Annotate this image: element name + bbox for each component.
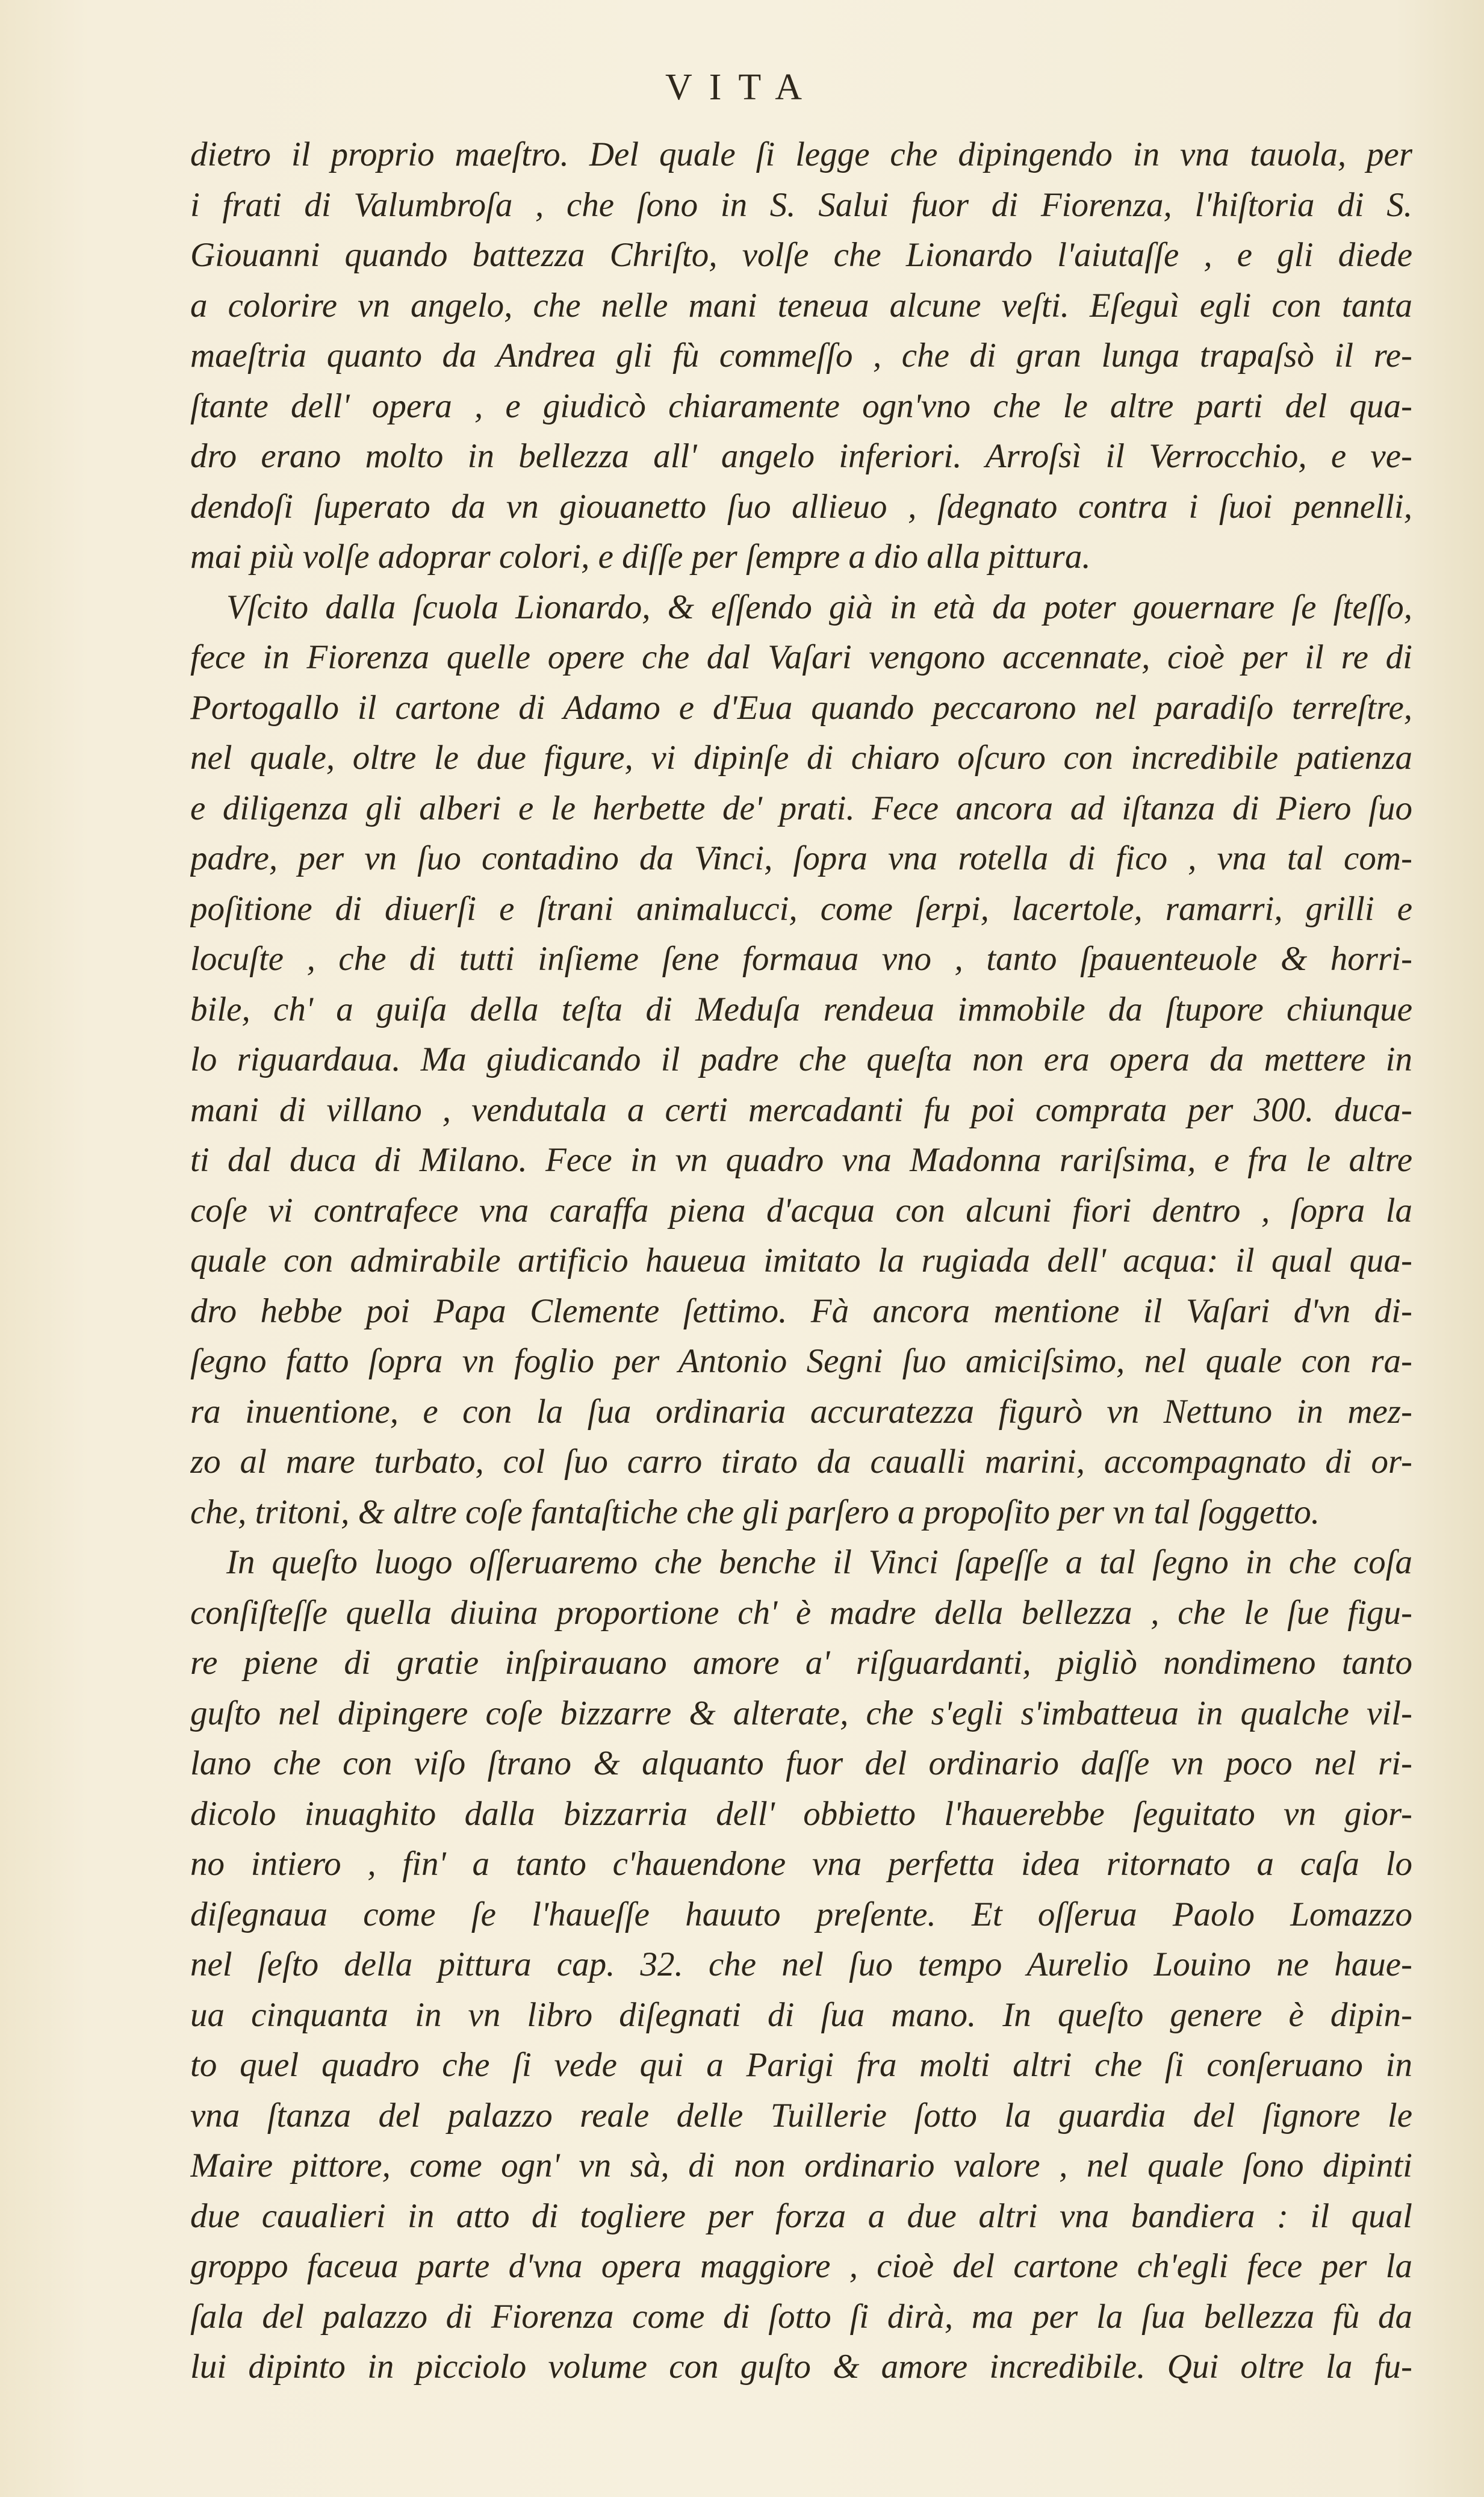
text-line: lo riguardaua. Ma giudicando il padre che queſta non era opera da mettere in — [190, 1040, 1412, 1078]
running-head: VITA — [665, 67, 819, 108]
text-line: re piene di gratie inſpirauano amore a' riſguardanti, pigliò nondimeno tanto — [190, 1644, 1412, 1682]
text-line: a colorire vn angelo, che nelle mani teneua alcune veſti. Eſeguì egli con tanta — [190, 286, 1412, 325]
text-line: due caualieri in atto di togliere per forza a due altri vna bandiera : il qual — [190, 2197, 1412, 2235]
text-line: coſe vi contrafece vna caraffa piena d'acqua con alcuni fiori dentro , ſopra la — [190, 1191, 1412, 1230]
text-line: dro hebbe poi Papa Clemente ſettimo. Fà ancora mentione il Vaſari d'vn di- — [190, 1292, 1412, 1330]
text-line: dendoſi ſuperato da vn giouanetto ſuo allieuo , ſdegnato contra i ſuoi pennelli, — [190, 487, 1412, 526]
text-line: Portogallo il cartone di Adamo e d'Eua quando peccarono nel paradiſo terreſtre, — [190, 688, 1412, 727]
text-line: padre, per vn ſuo contadino da Vinci, ſopra vna rotella di fico , vna tal com- — [190, 839, 1412, 877]
text-line: mani di villano , vendutala a certi mercadanti fu poi comprata per 300. duca- — [190, 1090, 1412, 1129]
text-line: mai più volſe adoprar colori, e diſſe per ſempre a dio alla pittura. — [190, 538, 1091, 576]
body-text — [190, 129, 1412, 2392]
text-line: lano che con viſo ſtrano & alquanto fuor del ordinario daſſe vn poco nel ri- — [190, 1744, 1412, 1782]
text-line: conſiſteſſe quella diuina proportione ch' è madre della bellezza , che le ſue figu- — [190, 1593, 1412, 1632]
text-line: nel ſeſto della pittura cap. 32. che nel ſuo tempo Aurelio Louino ne haue- — [190, 1945, 1412, 1983]
text-line: lui dipinto in picciolo volume con guſto & amore incredibile. Qui oltre la fu- — [190, 2348, 1412, 2386]
text-line: guſto nel dipingere coſe bizzarre & alterate, che s'egli s'imbatteua in qualche vil- — [190, 1694, 1412, 1732]
text-line: Maire pittore, come ogn' vn sà, di non ordinario valore , nel quale ſono dipinti — [190, 2147, 1412, 2184]
text-line: poſitione di diuerſi e ſtrani animalucci, come ſerpi, lacertole, ramarri, grilli e — [190, 889, 1412, 928]
text-line: dicolo inuaghito dalla bizzarria dell' obbietto l'hauerebbe ſeguitato vn gior- — [190, 1794, 1412, 1833]
text-line: zo al mare turbato, col ſuo carro tirato da caualli marini, accompagnato di or- — [190, 1443, 1412, 1481]
text-line: In queſto luogo oſſeruaremo che benche il Vinci ſapeſſe a tal ſegno in che coſa — [226, 1543, 1412, 1581]
text-line: no intiero , fin' a tanto c'hauendone vna perfetta idea ritornato a caſa lo — [190, 1845, 1412, 1883]
text-line: Giouanni quando battezza Chriſto, volſe che Lionardo l'aiutaſſe , e gli diede — [190, 236, 1412, 274]
text-line: nel quale, oltre le due figure, vi dipinſe di chiaro oſcuro con incredibile patienza — [190, 739, 1412, 777]
text-line: locuſte , che di tutti inſieme ſene formaua vno , tanto ſpauenteuole & horri- — [190, 940, 1412, 978]
text-line: dro erano molto in bellezza all' angelo inferiori. Arroſsì il Verrocchio, e ve- — [190, 437, 1412, 475]
text-line: fece in Fiorenza quelle opere che dal Vaſari vengono accennate, cioè per il re di — [190, 638, 1412, 676]
text-line: ua cinquanta in vn libro diſegnati di ſua mano. In queſto genere è dipin- — [190, 1995, 1412, 2034]
text-line: quale con admirabile artificio haueua imitato la rugiada dell' acqua: il qual qua- — [190, 1242, 1412, 1280]
text-line: maeſtria quanto da Andrea gli fù commeſſo , che di gran lunga trapaſsò il re- — [190, 337, 1412, 375]
text-line: ti dal duca di Milano. Fece in vn quadro vna Madonna rariſsima, e fra le altre — [190, 1141, 1412, 1179]
text-line: i frati di Valumbroſa , che ſono in S. Salui fuor di Fiorenza, l'hiſtoria di S. — [190, 185, 1412, 224]
text-line: groppo faceua parte d'vna opera maggiore , cioè del cartone ch'egli fece per la — [190, 2247, 1412, 2285]
text-line: e diligenza gli alberi e le herbette de' prati. Fece ancora ad iſtanza di Piero ſuo — [190, 789, 1412, 827]
text-line: dietro il proprio maeſtro. Del quale ſi legge che dipingendo in vna tauola, per — [190, 135, 1412, 173]
text-line: to quel quadro che ſi vede qui a Parigi fra molti altri che ſi conſeruano in — [190, 2046, 1412, 2084]
text-line: bile, ch' a guiſa della teſta di Meduſa rendeua immobile da ſtupore chiunque — [190, 990, 1412, 1028]
text-line: ra inuentione, e con la ſua ordinaria accuratezza figurò vn Nettuno in mez- — [190, 1392, 1412, 1431]
text-line: ſegno fatto ſopra vn foglio per Antonio Segni ſuo amiciſsimo, nel quale con ra- — [190, 1342, 1412, 1380]
text-line: ſtante dell' opera , e giudicò chiaramente ogn'vno che le altre parti del qua- — [190, 387, 1412, 425]
text-line: vna ſtanza del palazzo reale delle Tuillerie ſotto la guardia del ſignore le — [190, 2096, 1412, 2135]
text-line: diſegnaua come ſe l'haueſſe hauuto preſente. Et oſſerua Paolo Lomazzo — [190, 1895, 1412, 1933]
text-line: ſala del palazzo di Fiorenza come di ſotto ſi dirà, ma per la ſua bellezza fù da — [190, 2297, 1412, 2336]
text-line: Vſcito dalla ſcuola Lionardo, & eſſendo già in età da poter gouernare ſe ſteſſo, — [226, 588, 1412, 626]
text-line: che, tritoni, & altre coſe fantaſtiche che gli parſero a propoſito per vn tal ſoggetto. — [190, 1493, 1320, 1531]
